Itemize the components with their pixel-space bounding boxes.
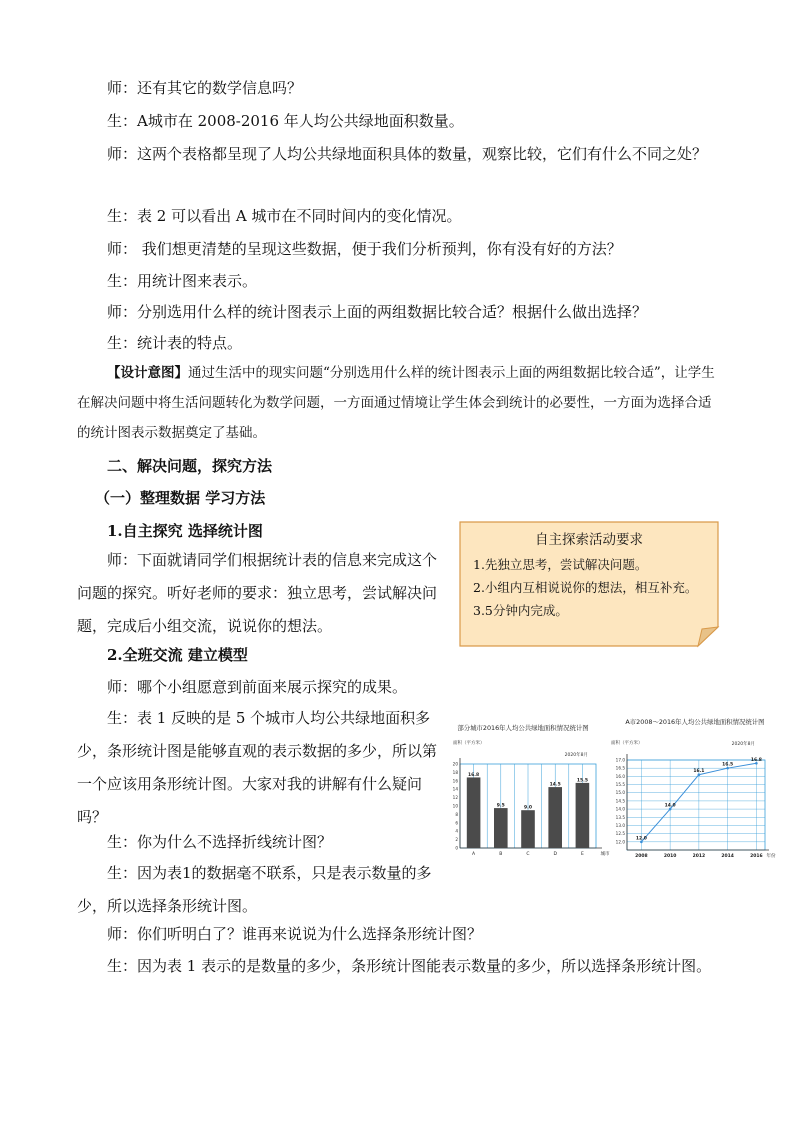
dialogue-line: 生：你为什么不选择折线统计图？ xyxy=(107,833,333,851)
value-label: 15.5 xyxy=(576,778,588,784)
dialogue-line: 师：这两个表格都呈现了人均公共绿地面积具体的数量，观察比较，它们有什么不同之处？ xyxy=(107,145,708,163)
dialogue-line: 师：还有其它的数学信息吗？ xyxy=(107,79,303,97)
dialogue-line: 师：你们听明白了？谁再来说说为什么选择条形统计图？ xyxy=(107,925,483,943)
y-tick-label: 12.5 xyxy=(615,831,625,837)
bar xyxy=(467,777,481,848)
note-title: 自主探索活动要求 xyxy=(535,532,643,548)
y-tick-label: 14.0 xyxy=(615,806,625,812)
y-tick-label: 4 xyxy=(455,828,458,834)
y-tick-label: 16.0 xyxy=(615,773,625,779)
x-tick-label: C xyxy=(526,852,530,857)
y-tick-label: 13.0 xyxy=(615,822,625,828)
y-tick-label: 12 xyxy=(452,795,458,801)
value-label: 16.8 xyxy=(750,757,762,763)
dialogue-line: 生：表 2 可以看出 A 城市在不同时间内的变化情况。 xyxy=(107,207,462,225)
dialogue-line: 生：用统计图来表示。 xyxy=(107,272,258,290)
y-tick-label: 8 xyxy=(455,811,458,817)
dialogue-line: 师：下面就请同学们根据统计表的信息来完成这个问题的探究。听好老师的要求：独立思考，尝试解决问题，完成后小组交流，说说你的想法。 xyxy=(77,551,438,635)
y-axis-label: 面积（平方米） xyxy=(611,741,643,746)
design-intent-label: 【设计意图】 xyxy=(107,365,188,381)
value-label: 9.0 xyxy=(524,805,532,811)
bar xyxy=(548,787,562,848)
x-tick-label: D xyxy=(553,852,557,857)
bar xyxy=(521,810,535,848)
y-tick-label: 10 xyxy=(452,803,458,809)
y-tick-label: 14 xyxy=(452,786,458,792)
y-tick-label: 16 xyxy=(452,778,458,784)
y-tick-label: 15.0 xyxy=(615,790,625,796)
value-label: 14.5 xyxy=(549,782,561,788)
y-tick-label: 12.0 xyxy=(615,839,625,845)
date-label: 2020年8月 xyxy=(564,753,588,758)
dialogue-line: 师：分别选用什么样的统计图表示上面的两组数据比较合适？根据什么做出选择？ xyxy=(107,303,648,321)
x-tick-label: 2016 xyxy=(750,854,763,859)
design-intent-text: 通过生活中的现实问题“分别选用什么样的统计图表示上面的两组数据比较合适”，让学生在解决问题中将生活问题转化为数学问题，一方面通过情境让学生体会到统计的必要性，一方面为选择合适的统计图表示数据奠定了基础。 xyxy=(77,365,715,441)
y-tick-label: 6 xyxy=(455,820,458,826)
y-tick-label: 15.5 xyxy=(615,782,625,788)
value-label: 16.8 xyxy=(468,772,480,778)
section-heading: 二、解决问题，探究方法 xyxy=(107,457,273,475)
dialogue-line: 生：统计表的特点。 xyxy=(107,334,243,352)
chart-title: 部分城市2016年人均公共绿地面积情况统计图 xyxy=(457,724,589,732)
x-axis-label: 城市 xyxy=(600,852,610,857)
value-label: 16.5 xyxy=(722,762,734,768)
line-chart xyxy=(605,712,777,860)
y-tick-label: 20 xyxy=(452,761,458,767)
x-tick-label: 2008 xyxy=(635,854,648,859)
y-tick-label: 14.5 xyxy=(615,798,625,804)
y-axis-label: 面积（平方米） xyxy=(453,741,485,746)
dialogue-line: 生：因为表 1 表示的是数量的多少，条形统计图能表示数量的多少，所以选择条形统计图。 xyxy=(107,957,712,975)
bar-chart xyxy=(440,718,610,863)
x-axis-label: 年份 xyxy=(766,854,776,859)
y-tick-label: 13.5 xyxy=(615,814,625,820)
note-item: 1.先独立思考，尝试解决问题。 xyxy=(473,557,648,572)
dialogue-line: 师： 我们想更清楚的呈现这些数据，便于我们分析预判，你有没有好的方法？ xyxy=(107,240,622,258)
step-heading: 2.全班交流 建立模型 xyxy=(107,646,248,664)
subsection-heading: （一）整理数据 学习方法 xyxy=(95,489,266,507)
value-label: 16.1 xyxy=(693,769,705,775)
y-tick-label: 16.5 xyxy=(615,765,625,771)
y-tick-label: 2 xyxy=(455,837,458,843)
value-label: 14.0 xyxy=(664,803,676,809)
step-heading: 1.自主探究 选择统计图 xyxy=(107,522,263,540)
note-item: 2.小组内互相说说你的想法，相互补充。 xyxy=(473,580,698,595)
bar xyxy=(494,808,508,848)
y-tick-label: 0 xyxy=(455,845,458,851)
y-tick-label: 18 xyxy=(452,769,458,775)
dialogue-line: 生：A城市在 2008-2016 年人均公共绿地面积数量。 xyxy=(107,112,464,130)
chart-title: A市2008～2016年人均公共绿地面积情况统计图 xyxy=(625,718,765,726)
bar xyxy=(576,783,590,848)
dialogue-line: 师：哪个小组愿意到前面来展示探究的成果。 xyxy=(107,678,408,696)
x-tick-label: 2010 xyxy=(663,854,677,859)
x-tick-label: A xyxy=(472,852,476,857)
dialogue-line: 生：因为表1的数据毫不联系，只是表示数量的多少，所以选择条形统计图。 xyxy=(77,864,432,915)
y-tick-label: 17.0 xyxy=(615,757,625,763)
dialogue-line: 生：表 1 反映的是 5 个城市人均公共绿地面积多少，条形统计图是能够直观的表示数据的多少，所以第一个应该用条形统计图。大家对我的讲解有什么疑问吗？ xyxy=(77,709,438,826)
x-tick-label: 2012 xyxy=(692,854,706,859)
x-tick-label: B xyxy=(499,852,503,857)
x-tick-label: E xyxy=(580,852,584,857)
design-intent-paragraph xyxy=(77,358,722,448)
date-label: 2020年8月 xyxy=(731,742,755,747)
value-label: 9.5 xyxy=(496,803,505,809)
value-label: 12.0 xyxy=(635,836,647,842)
note-item: 3.5分钟内完成。 xyxy=(473,603,568,618)
activity-requirements-note xyxy=(459,521,719,647)
x-tick-label: 2014 xyxy=(721,854,734,859)
